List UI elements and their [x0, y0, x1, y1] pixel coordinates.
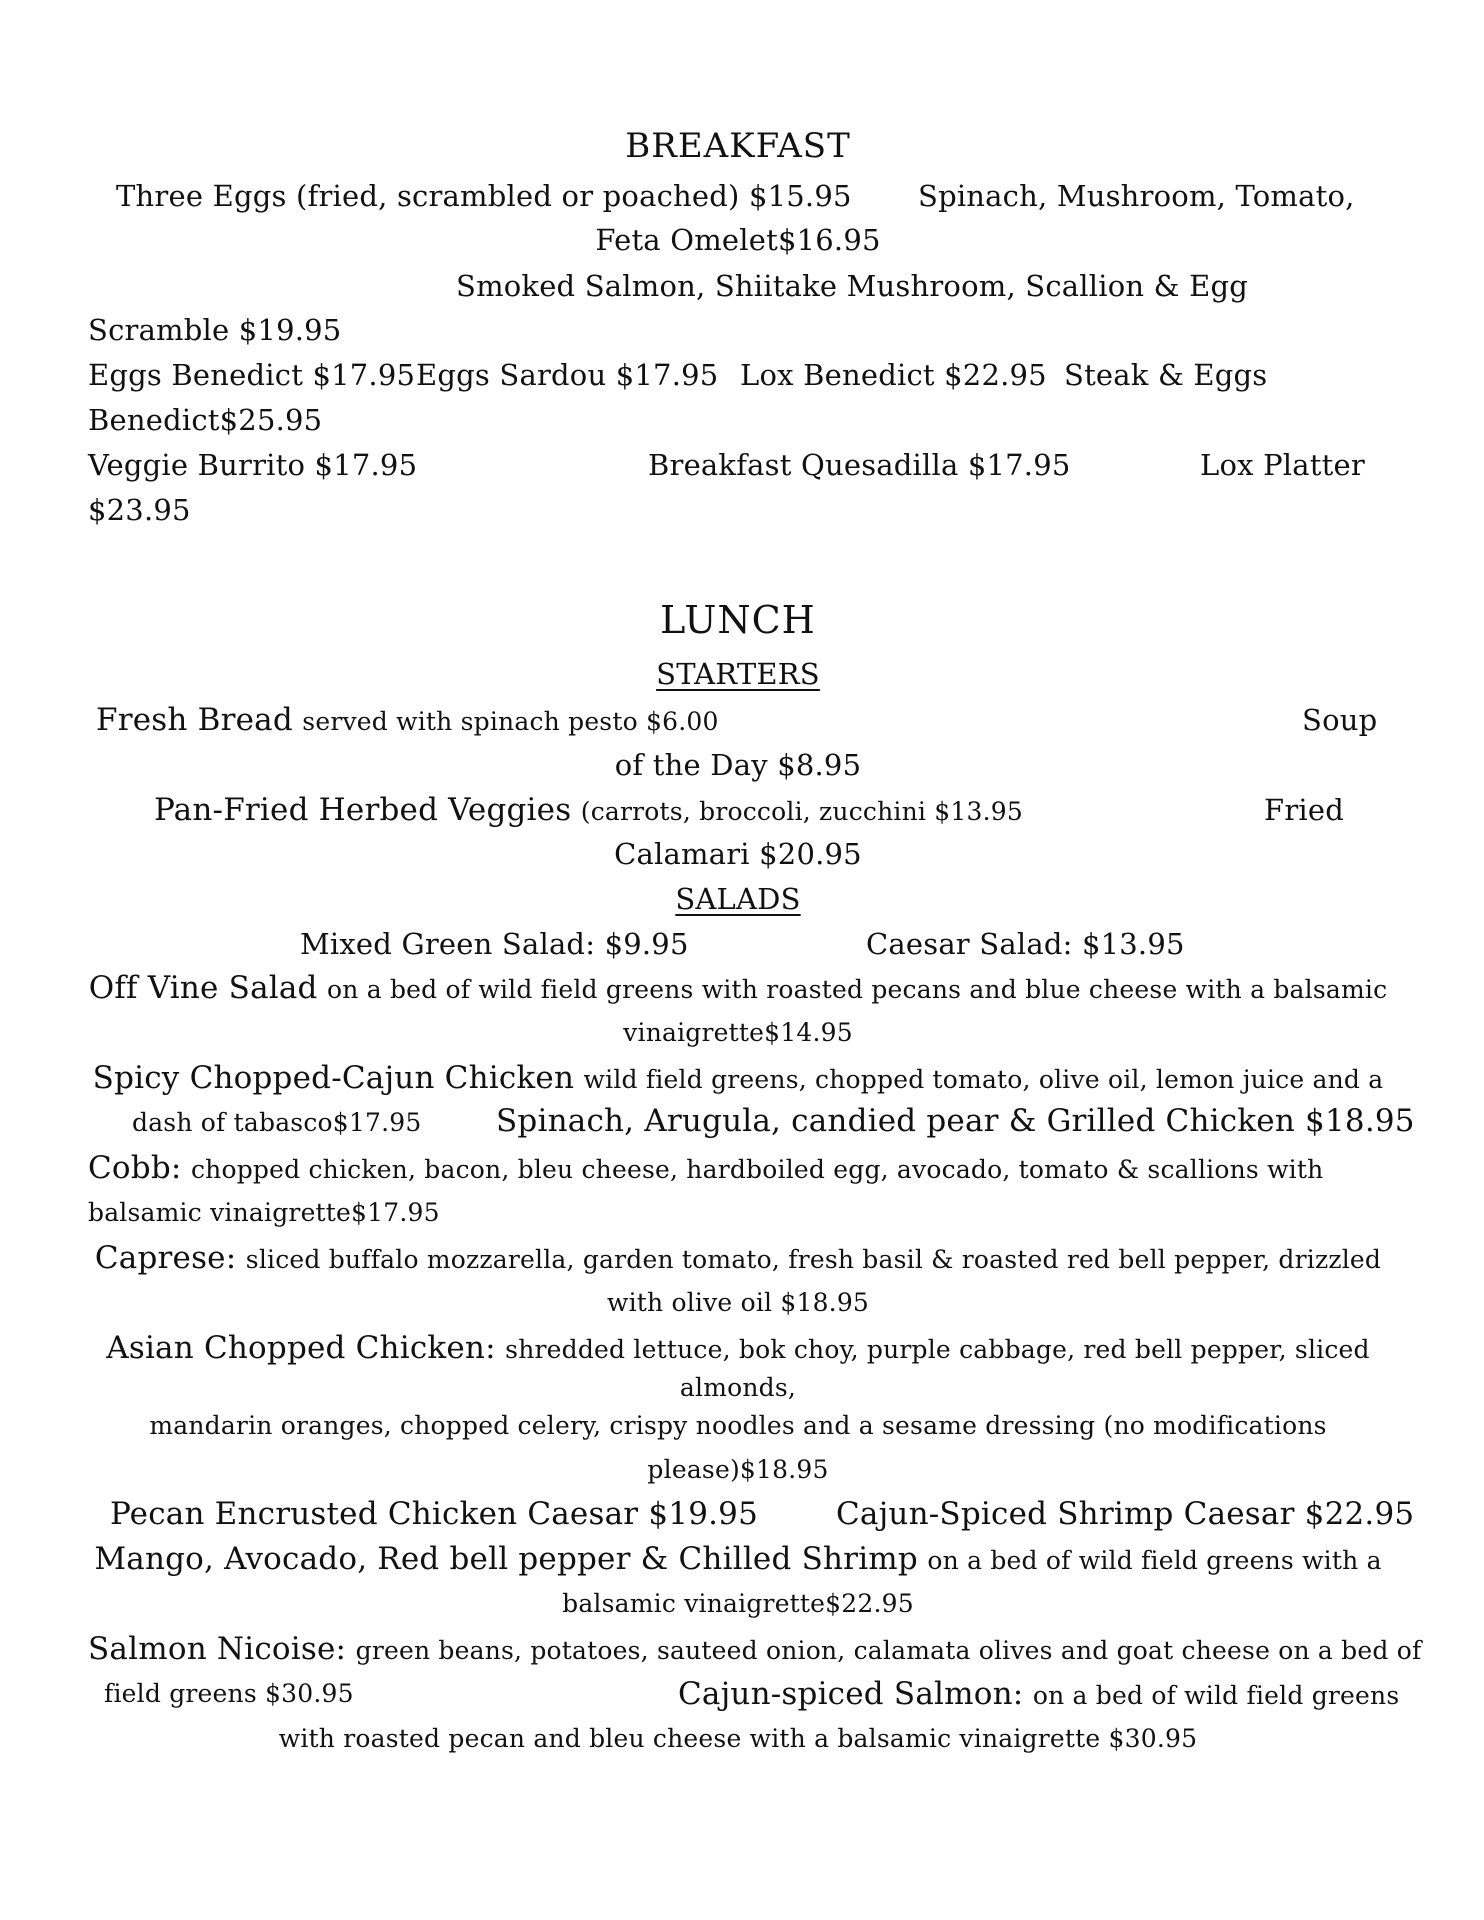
item-desc: (carrots, broccoli, zucchini $13.95 — [580, 797, 1023, 826]
item-desc: wild field greens, chopped tomato, olive oil, lemon juice and a — [583, 1065, 1384, 1094]
menu-item-veggie-burrito: Veggie Burrito $17.95 — [88, 448, 418, 482]
menu-item-lox-benedict: Lox Benedict $22.95 — [740, 358, 1047, 392]
menu-item-caprese-cont: with olive oil $18.95 — [606, 1288, 870, 1317]
item-desc: on a bed of wild field greens — [1032, 1681, 1400, 1710]
menu-item-steak-eggs: Steak & Eggs — [1064, 358, 1268, 392]
item-desc: shredded lettuce, bok choy, purple cabbage, red bell pepper, sliced — [505, 1335, 1370, 1364]
item-name: Caprese: — [94, 1240, 237, 1276]
menu-item-soup-cont: of the Day $8.95 — [614, 748, 862, 782]
menu-item-off-vine — [88, 968, 1388, 1010]
menu-item-cajun-shrimp-caesar: Cajun-Spiced Shrimp Caesar $22.95 — [836, 1496, 1415, 1532]
item-name: Pan-Fried Herbed Veggies — [154, 792, 572, 828]
menu-item-pan-fried-veggies — [154, 790, 1023, 832]
menu-item-salmon-nicoise-cont: field greens $30.95 — [104, 1679, 354, 1708]
menu-item-spicy-cajun-chicken-cont: dash of tabasco$17.95 — [132, 1108, 422, 1137]
menu-item-asian-chopped-chicken-cont2: mandarin oranges, chopped celery, crispy noodles and a sesame dressing (no modifications — [149, 1411, 1327, 1440]
menu-item-smoked-salmon-scramble: Smoked Salmon, Shiitake Mushroom, Scallion & Egg — [456, 269, 1248, 303]
item-desc: on a bed of wild field greens with roasted pecans and blue cheese with a balsamic — [327, 975, 1388, 1004]
item-name: Mango, Avocado, Red bell pepper & Chilled Shrimp — [94, 1541, 918, 1577]
menu-item-caesar: Caesar Salad: $13.95 — [866, 927, 1185, 961]
menu-item-mixed-green: Mixed Green Salad: $9.95 — [300, 927, 689, 961]
item-desc: chopped chicken, bacon, bleu cheese, hardboiled egg, avocado, tomato & scallions with — [190, 1155, 1324, 1184]
menu-item-asian-chopped-chicken — [88, 1328, 1388, 1370]
menu-item-cobb-cont: balsamic vinaigrette$17.95 — [88, 1198, 440, 1227]
item-desc: served with spinach pesto $6.00 — [302, 707, 719, 736]
menu-item-smoked-salmon-scramble-cont: Scramble $19.95 — [88, 313, 342, 347]
menu-item-breakfast-quesadilla: Breakfast Quesadilla $17.95 — [648, 448, 1071, 482]
menu-item-spinach-arugula: Spinach, Arugula, candied pear & Grilled Chicken $18.95 — [496, 1103, 1415, 1139]
salads-heading: SALADS — [675, 882, 801, 916]
item-desc: sliced buffalo mozzarella, garden tomato, fresh basil & roasted red bell pepper, drizzled — [245, 1245, 1382, 1274]
lunch-heading: LUNCH — [660, 598, 816, 642]
menu-item-mango-shrimp — [88, 1539, 1388, 1581]
menu-item-off-vine-cont: vinaigrette$14.95 — [623, 1018, 853, 1047]
item-name: Cajun-spiced Salmon: — [678, 1676, 1024, 1712]
item-desc: green beans, potatoes, sauteed onion, calamata olives and goat cheese on a bed of — [355, 1636, 1422, 1665]
menu-item-spinach-omelet: Spinach, Mushroom, Tomato, — [918, 179, 1355, 213]
menu-item-cobb — [88, 1148, 1323, 1190]
item-name: Cobb: — [88, 1150, 182, 1186]
menu-item-mango-shrimp-cont: balsamic vinaigrette$22.95 — [562, 1589, 914, 1618]
menu-item-eggs-sardou: Eggs Sardou $17.95 — [416, 358, 719, 392]
menu-item-cajun-salmon-cont: with roasted pecan and bleu cheese with a balsamic vinaigrette $30.95 — [278, 1724, 1198, 1753]
menu-item-caprese — [88, 1238, 1388, 1280]
menu-item-pecan-chicken-caesar: Pecan Encrusted Chicken Caesar $19.95 — [110, 1496, 759, 1532]
menu-item-cajun-salmon — [678, 1674, 1399, 1716]
menu-item-salmon-nicoise — [88, 1629, 1422, 1671]
menu-item-asian-chopped-chicken-cont: almonds, — [679, 1373, 797, 1402]
menu-item-spicy-cajun-chicken — [88, 1058, 1388, 1100]
menu-item-steak-eggs-cont: Benedict$25.95 — [88, 403, 323, 437]
starters-heading: STARTERS — [656, 657, 820, 691]
menu-item-soup: Soup — [1302, 703, 1378, 737]
item-name: Spicy Chopped-Cajun Chicken — [92, 1060, 575, 1096]
menu-item-fried-calamari-cont: Calamari $20.95 — [614, 837, 862, 871]
item-name: Off Vine Salad — [88, 970, 318, 1006]
menu-item-eggs-benedict: Eggs Benedict $17.95 — [88, 358, 416, 392]
menu-item-spinach-omelet-cont: Feta Omelet$16.95 — [595, 223, 881, 257]
item-name: Fresh Bread — [96, 702, 293, 738]
breakfast-heading: BREAKFAST — [625, 126, 851, 166]
menu-item-fresh-bread — [96, 700, 719, 742]
item-name: Salmon Nicoise: — [88, 1631, 347, 1667]
menu-item-fried-calamari: Fried — [1264, 793, 1344, 827]
item-desc: on a bed of wild field greens with a — [927, 1546, 1382, 1575]
menu-item-asian-chopped-chicken-cont3: please)$18.95 — [647, 1455, 829, 1484]
menu-item-lox-platter: Lox Platter — [1200, 448, 1365, 482]
menu-item-lox-platter-cont: $23.95 — [88, 493, 191, 527]
menu-item-three-eggs: Three Eggs (fried, scrambled or poached) $15.95 — [116, 179, 852, 213]
item-name: Asian Chopped Chicken: — [106, 1330, 496, 1366]
